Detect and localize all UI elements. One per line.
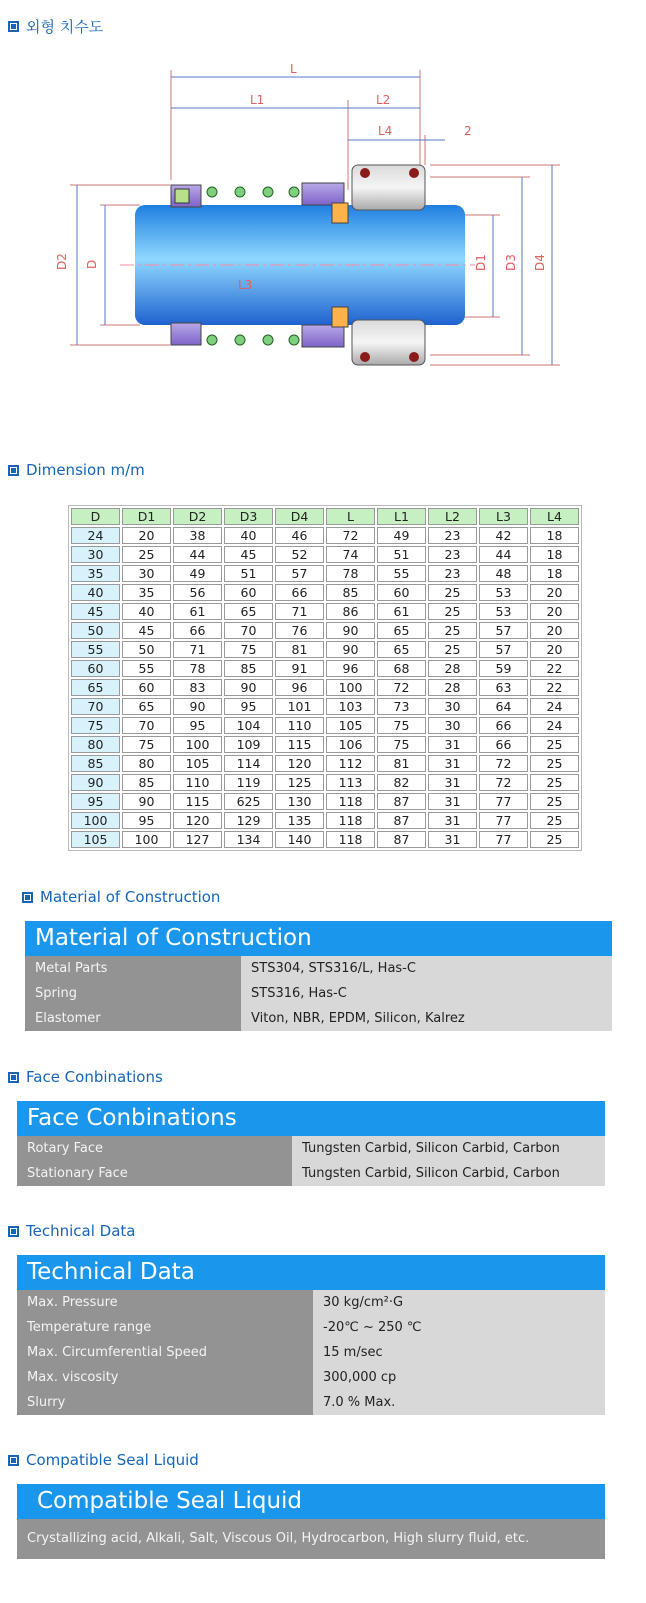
- table-row: [71, 812, 579, 829]
- table-cell: 105: [326, 717, 375, 734]
- table-cell: 25: [122, 546, 171, 563]
- table-cell: 40: [71, 584, 120, 601]
- table-cell: 31: [428, 812, 477, 829]
- table-cell: 20: [530, 641, 579, 658]
- table-cell: 25: [428, 641, 477, 658]
- row-key: Stationary Face: [17, 1161, 292, 1186]
- table-row: [71, 660, 579, 677]
- table-cell: 105: [71, 831, 120, 848]
- dim-label-L2: L2: [376, 93, 391, 107]
- table-cell: 78: [326, 565, 375, 582]
- table-cell: 83: [173, 679, 222, 696]
- row-value: STS316, Has-C: [241, 981, 612, 1006]
- table-cell: 72: [326, 527, 375, 544]
- list-item: [17, 1161, 605, 1186]
- table-cell: 31: [428, 755, 477, 772]
- list-item: [25, 956, 612, 981]
- table-cell: 40: [224, 527, 273, 544]
- row-value: Tungsten Carbid, Silicon Carbid, Carbon: [292, 1161, 605, 1186]
- dim-label-2: 2: [464, 124, 472, 138]
- table-cell: 127: [173, 831, 222, 848]
- row-key: Elastomer: [25, 1006, 241, 1031]
- table-cell: 22: [530, 660, 579, 677]
- table-row: [71, 622, 579, 639]
- table-cell: 65: [71, 679, 120, 696]
- column-header: D3: [224, 508, 273, 525]
- table-cell: 75: [71, 717, 120, 734]
- row-value: Tungsten Carbid, Silicon Carbid, Carbon: [292, 1136, 605, 1161]
- table-cell: 85: [224, 660, 273, 677]
- table-cell: 72: [479, 755, 528, 772]
- table-cell: 70: [224, 622, 273, 639]
- table-cell: 23: [428, 565, 477, 582]
- row-value: 300,000 cp: [313, 1365, 605, 1390]
- table-cell: 95: [173, 717, 222, 734]
- row-key: Temperature range: [17, 1315, 313, 1340]
- table-cell: 115: [275, 736, 324, 753]
- table-cell: 101: [275, 698, 324, 715]
- table-cell: 66: [479, 717, 528, 734]
- table-cell: 55: [71, 641, 120, 658]
- table-cell: 100: [122, 831, 171, 848]
- table-cell: 130: [275, 793, 324, 810]
- table-cell: 61: [377, 603, 426, 620]
- table-cell: 625: [224, 793, 273, 810]
- table-cell: 75: [377, 717, 426, 734]
- row-value: 7.0 % Max.: [313, 1390, 605, 1415]
- table-cell: 95: [224, 698, 273, 715]
- table-cell: 60: [122, 679, 171, 696]
- table-cell: 31: [428, 793, 477, 810]
- table-cell: 53: [479, 603, 528, 620]
- table-cell: 42: [479, 527, 528, 544]
- table-cell: 60: [71, 660, 120, 677]
- column-header: L2: [428, 508, 477, 525]
- table-cell: 20: [530, 584, 579, 601]
- panel-heading: Face Conbinations: [17, 1101, 605, 1136]
- liquid-panel: [17, 1484, 605, 1559]
- table-cell: 78: [173, 660, 222, 677]
- table-cell: 81: [377, 755, 426, 772]
- table-cell: 25: [530, 774, 579, 791]
- table-cell: 118: [326, 812, 375, 829]
- row-key: Metal Parts: [25, 956, 241, 981]
- table-cell: 24: [530, 698, 579, 715]
- column-header: D4: [275, 508, 324, 525]
- table-cell: 50: [71, 622, 120, 639]
- table-cell: 96: [275, 679, 324, 696]
- dim-label-D4: D4: [533, 254, 547, 271]
- face-panel: [17, 1101, 605, 1186]
- table-cell: 113: [326, 774, 375, 791]
- table-cell: 118: [326, 831, 375, 848]
- table-cell: 60: [224, 584, 273, 601]
- table-cell: 82: [377, 774, 426, 791]
- bullet-icon: [22, 892, 33, 903]
- table-cell: 120: [173, 812, 222, 829]
- table-cell: 18: [530, 546, 579, 563]
- table-row: [71, 679, 579, 696]
- row-key: Max. viscosity: [17, 1365, 313, 1390]
- table-cell: 140: [275, 831, 324, 848]
- table-cell: 56: [173, 584, 222, 601]
- table-cell: 45: [224, 546, 273, 563]
- table-row: [71, 736, 579, 753]
- table-cell: 48: [479, 565, 528, 582]
- table-cell: 28: [428, 679, 477, 696]
- table-cell: 18: [530, 527, 579, 544]
- table-cell: 105: [173, 755, 222, 772]
- table-cell: 25: [428, 622, 477, 639]
- table-cell: 30: [122, 565, 171, 582]
- table-cell: 90: [326, 641, 375, 658]
- column-header: L4: [530, 508, 579, 525]
- column-header: D1: [122, 508, 171, 525]
- table-cell: 86: [326, 603, 375, 620]
- table-cell: 25: [530, 831, 579, 848]
- table-cell: 18: [530, 565, 579, 582]
- row-key: Slurry: [17, 1390, 313, 1415]
- table-cell: 118: [326, 793, 375, 810]
- table-cell: 65: [224, 603, 273, 620]
- material-panel: [25, 921, 612, 1031]
- section-title-tech: [8, 1222, 135, 1240]
- panel-heading: Technical Data: [17, 1255, 605, 1290]
- list-item: [17, 1290, 605, 1315]
- column-header: L: [326, 508, 375, 525]
- table-cell: 38: [173, 527, 222, 544]
- table-row: [71, 755, 579, 772]
- table-cell: 106: [326, 736, 375, 753]
- row-value: 30 kg/cm²·G: [313, 1290, 605, 1315]
- dim-label-D3: D3: [504, 254, 518, 271]
- table-cell: 20: [530, 622, 579, 639]
- table-cell: 49: [173, 565, 222, 582]
- table-cell: 119: [224, 774, 273, 791]
- table-cell: 63: [479, 679, 528, 696]
- table-cell: 80: [122, 755, 171, 772]
- table-cell: 103: [326, 698, 375, 715]
- table-cell: 71: [173, 641, 222, 658]
- table-cell: 30: [428, 698, 477, 715]
- table-cell: 77: [479, 831, 528, 848]
- table-cell: 28: [428, 660, 477, 677]
- table-cell: 95: [71, 793, 120, 810]
- bullet-icon: [8, 465, 19, 476]
- section-title-drawing: [8, 16, 103, 37]
- dimension-table: [68, 505, 582, 851]
- table-cell: 57: [275, 565, 324, 582]
- table-cell: 90: [224, 679, 273, 696]
- table-cell: 77: [479, 812, 528, 829]
- table-cell: 73: [377, 698, 426, 715]
- table-cell: 109: [224, 736, 273, 753]
- table-row: [71, 603, 579, 620]
- table-cell: 31: [428, 831, 477, 848]
- table-cell: 75: [224, 641, 273, 658]
- panel-heading: Material of Construction: [25, 921, 612, 956]
- section-title-text: Face Conbinations: [26, 1068, 163, 1086]
- table-row: [71, 641, 579, 658]
- table-cell: 71: [275, 603, 324, 620]
- row-value: -20℃ ~ 250 ℃: [313, 1315, 605, 1340]
- table-cell: 81: [275, 641, 324, 658]
- dim-label-D: D: [85, 259, 99, 269]
- table-row: [71, 774, 579, 791]
- table-cell: 70: [71, 698, 120, 715]
- table-cell: 85: [326, 584, 375, 601]
- list-item: [17, 1315, 605, 1340]
- table-cell: 110: [173, 774, 222, 791]
- row-key: Max. Circumferential Speed: [17, 1340, 313, 1365]
- table-cell: 70: [122, 717, 171, 734]
- table-cell: 74: [326, 546, 375, 563]
- table-row: [71, 565, 579, 582]
- column-header: D: [71, 508, 120, 525]
- dim-label-L4: L4: [378, 124, 393, 138]
- list-item: [17, 1390, 605, 1415]
- table-cell: 87: [377, 812, 426, 829]
- table-cell: 120: [275, 755, 324, 772]
- table-cell: 96: [326, 660, 375, 677]
- table-cell: 110: [275, 717, 324, 734]
- table-cell: 68: [377, 660, 426, 677]
- row-key: Rotary Face: [17, 1136, 292, 1161]
- row-value: STS304, STS316/L, Has-C: [241, 956, 612, 981]
- table-cell: 25: [428, 584, 477, 601]
- table-cell: 76: [275, 622, 324, 639]
- panel-heading: Compatible Seal Liquid: [17, 1484, 605, 1519]
- table-cell: 61: [173, 603, 222, 620]
- table-cell: 31: [428, 774, 477, 791]
- table-cell: 25: [530, 793, 579, 810]
- table-cell: 46: [275, 527, 324, 544]
- table-cell: 91: [275, 660, 324, 677]
- table-cell: 90: [326, 622, 375, 639]
- dim-label-D1: D1: [474, 254, 488, 271]
- section-title-material: [22, 888, 220, 906]
- bullet-icon: [8, 21, 19, 32]
- section-title-text: Material of Construction: [40, 888, 221, 906]
- table-cell: 51: [377, 546, 426, 563]
- table-cell: 60: [377, 584, 426, 601]
- table-cell: 115: [173, 793, 222, 810]
- table-cell: 134: [224, 831, 273, 848]
- table-cell: 22: [530, 679, 579, 696]
- table-row: [71, 831, 579, 848]
- table-cell: 65: [377, 622, 426, 639]
- table-cell: 30: [428, 717, 477, 734]
- table-cell: 77: [479, 793, 528, 810]
- table-cell: 25: [428, 603, 477, 620]
- table-cell: 49: [377, 527, 426, 544]
- bullet-icon: [8, 1226, 19, 1237]
- row-value: 15 m/sec: [313, 1340, 605, 1365]
- table-cell: 87: [377, 831, 426, 848]
- section-title-dimension: [8, 461, 145, 479]
- table-cell: 52: [275, 546, 324, 563]
- table-cell: 51: [224, 565, 273, 582]
- column-header: L3: [479, 508, 528, 525]
- table-cell: 75: [122, 736, 171, 753]
- list-item: [17, 1365, 605, 1390]
- table-row: [71, 698, 579, 715]
- table-cell: 112: [326, 755, 375, 772]
- table-cell: 64: [479, 698, 528, 715]
- section-title-liquid: [8, 1451, 199, 1469]
- table-cell: 55: [377, 565, 426, 582]
- table-cell: 25: [530, 812, 579, 829]
- section-title-face: [8, 1068, 163, 1086]
- list-item: [17, 1340, 605, 1365]
- column-header: D2: [173, 508, 222, 525]
- liquid-text: Crystallizing acid, Alkali, Salt, Viscous Oil, Hydrocarbon, High slurry fluid, etc.: [17, 1519, 605, 1559]
- column-header: L1: [377, 508, 426, 525]
- seal-dimension-drawing: [50, 55, 580, 390]
- table-cell: 40: [122, 603, 171, 620]
- table-cell: 72: [377, 679, 426, 696]
- table-cell: 35: [122, 584, 171, 601]
- section-title-text: 외형 치수도: [26, 18, 104, 36]
- bullet-icon: [8, 1072, 19, 1083]
- table-cell: 114: [224, 755, 273, 772]
- table-cell: 44: [173, 546, 222, 563]
- table-cell: 135: [275, 812, 324, 829]
- dim-label-L1: L1: [250, 93, 265, 107]
- table-cell: 66: [479, 736, 528, 753]
- table-cell: 23: [428, 527, 477, 544]
- row-key: Max. Pressure: [17, 1290, 313, 1315]
- table-cell: 85: [71, 755, 120, 772]
- dim-label-L: L: [290, 62, 297, 76]
- table-cell: 50: [122, 641, 171, 658]
- table-body: [71, 527, 579, 848]
- row-value: Viton, NBR, EPDM, Silicon, Kalrez: [241, 1006, 612, 1031]
- list-item: [25, 1006, 612, 1031]
- table-cell: 45: [71, 603, 120, 620]
- table-cell: 125: [275, 774, 324, 791]
- dim-label-D2: D2: [55, 253, 69, 270]
- bullet-icon: [8, 1455, 19, 1466]
- table-cell: 44: [479, 546, 528, 563]
- list-item: [25, 981, 612, 1006]
- list-item: [17, 1136, 605, 1161]
- table-cell: 25: [530, 736, 579, 753]
- table-cell: 90: [122, 793, 171, 810]
- table-row: [71, 584, 579, 601]
- table-cell: 65: [122, 698, 171, 715]
- section-title-text: Technical Data: [26, 1222, 136, 1240]
- table-cell: 55: [122, 660, 171, 677]
- table-cell: 72: [479, 774, 528, 791]
- table-cell: 85: [122, 774, 171, 791]
- table-cell: 24: [71, 527, 120, 544]
- table-cell: 100: [71, 812, 120, 829]
- table-cell: 75: [377, 736, 426, 753]
- dim-label-L3: L3: [238, 278, 253, 292]
- table-row: [71, 717, 579, 734]
- table-cell: 23: [428, 546, 477, 563]
- section-title-text: Dimension m/m: [26, 461, 145, 479]
- section-title-text: Compatible Seal Liquid: [26, 1451, 199, 1469]
- table-cell: 24: [530, 717, 579, 734]
- table-cell: 30: [71, 546, 120, 563]
- table-cell: 35: [71, 565, 120, 582]
- table-cell: 104: [224, 717, 273, 734]
- table-row: [71, 793, 579, 810]
- table-cell: 66: [275, 584, 324, 601]
- table-cell: 31: [428, 736, 477, 753]
- table-cell: 65: [377, 641, 426, 658]
- table-cell: 100: [326, 679, 375, 696]
- table-cell: 45: [122, 622, 171, 639]
- table-cell: 25: [530, 755, 579, 772]
- table-cell: 90: [71, 774, 120, 791]
- table-cell: 100: [173, 736, 222, 753]
- table-cell: 129: [224, 812, 273, 829]
- table-cell: 20: [530, 603, 579, 620]
- table-row: [71, 546, 579, 563]
- table-cell: 59: [479, 660, 528, 677]
- table-cell: 57: [479, 641, 528, 658]
- tech-panel: [17, 1255, 605, 1415]
- table-cell: 53: [479, 584, 528, 601]
- table-row: [71, 527, 579, 544]
- table-header-row: [71, 508, 579, 525]
- table-cell: 66: [173, 622, 222, 639]
- table-cell: 90: [173, 698, 222, 715]
- row-key: Spring: [25, 981, 241, 1006]
- table-cell: 20: [122, 527, 171, 544]
- table-cell: 95: [122, 812, 171, 829]
- table-cell: 80: [71, 736, 120, 753]
- table-cell: 57: [479, 622, 528, 639]
- table-cell: 87: [377, 793, 426, 810]
